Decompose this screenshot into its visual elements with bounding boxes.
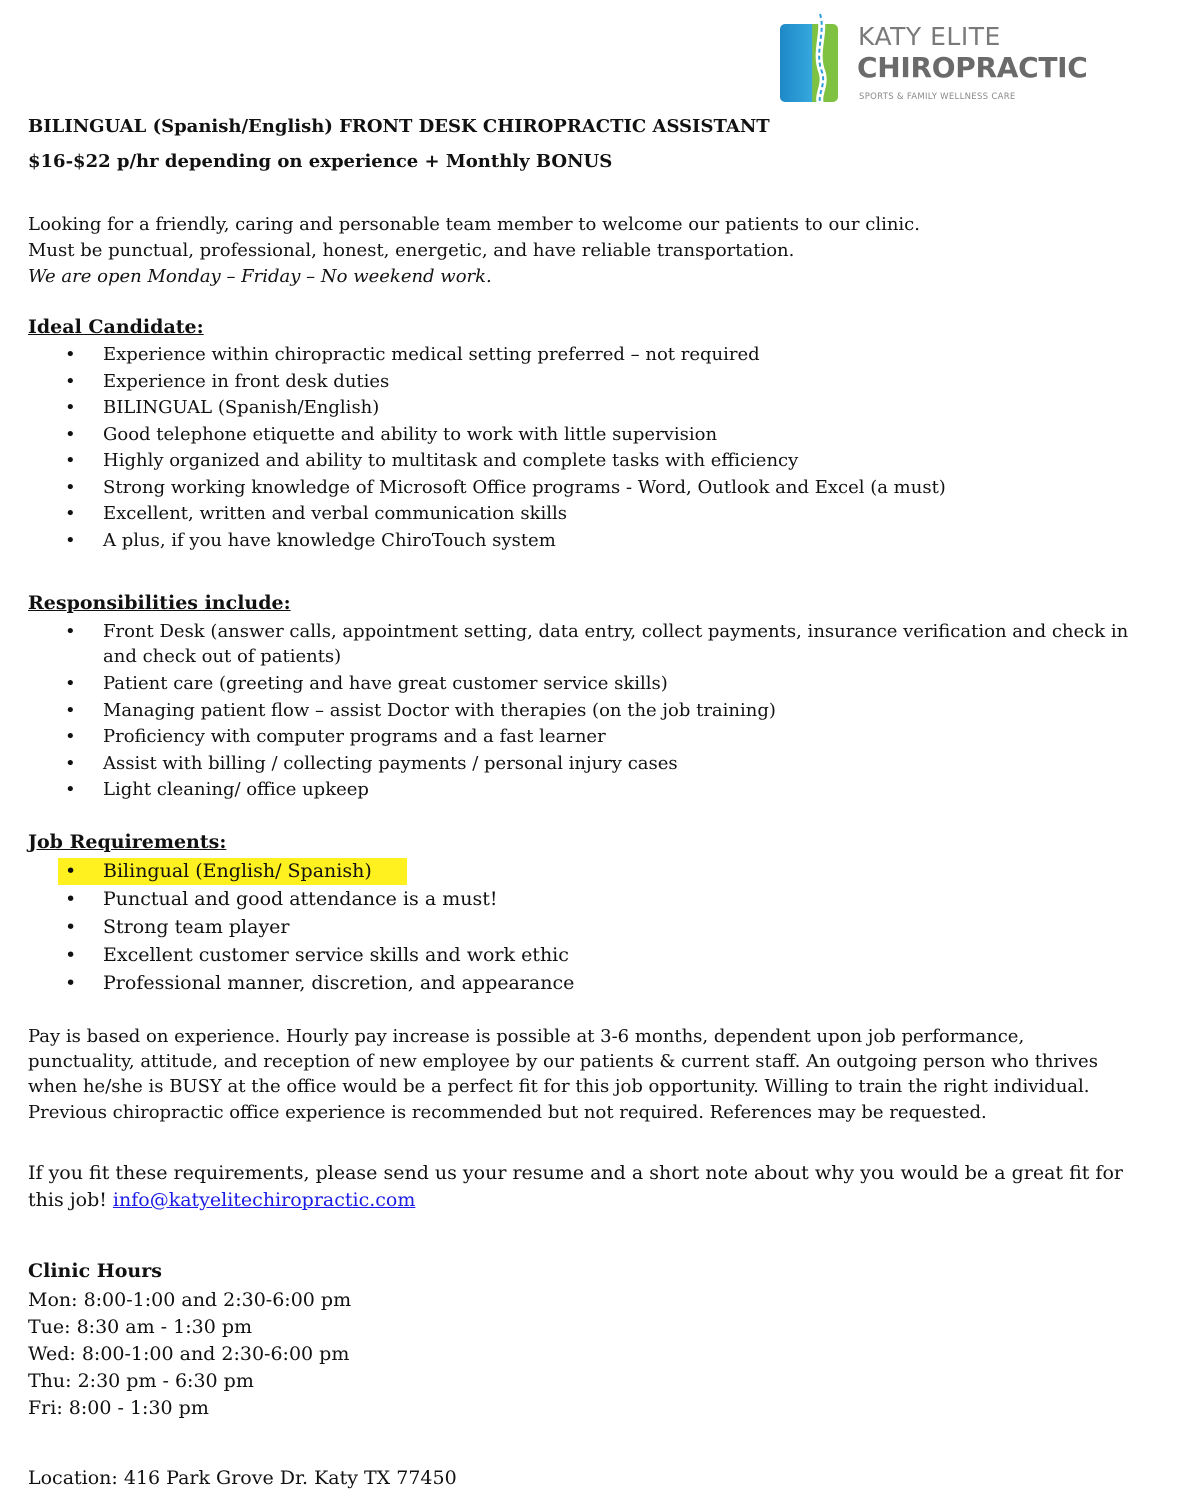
bullet-icon: • bbox=[65, 972, 77, 994]
bullet-icon: • bbox=[65, 860, 77, 882]
spine-icon bbox=[810, 12, 830, 104]
apply-line-1: If you fit these requirements, please send us your resume and a short note about why you would be a great fit for bbox=[28, 1162, 1123, 1184]
hours-row: Fri: 8:00 - 1:30 pm bbox=[28, 1397, 209, 1419]
clinic-hours-list bbox=[28, 1287, 351, 1422]
bullet-icon: • bbox=[65, 673, 76, 694]
pay-paragraph-line-4: Previous chiropractic office experience is recommended but not required. References may be requested. bbox=[28, 1102, 987, 1123]
pay-paragraph-line-2: punctuality, attitude, and reception of new employee by our patients & current staff. An outgoing person who thrives bbox=[28, 1051, 1098, 1072]
list-item: • BILINGUAL (Spanish/English) bbox=[28, 395, 946, 422]
list-item: • Light cleaning/ office upkeep bbox=[28, 777, 1128, 804]
list-item: • Managing patient flow – assist Doctor with therapies (on the job training) bbox=[28, 698, 1128, 725]
list-item: • A plus, if you have knowledge ChiroTouch system bbox=[28, 528, 946, 555]
responsibilities-heading: Responsibilities include: bbox=[28, 592, 291, 614]
list-item: • Strong working knowledge of Microsoft Office programs - Word, Outlook and Excel (a must) bbox=[28, 475, 946, 502]
bullet-icon: • bbox=[65, 888, 77, 910]
list-item: • Excellent customer service skills and work ethic bbox=[28, 941, 574, 969]
list-item: • Highly organized and ability to multitask and complete tasks with efficiency bbox=[28, 448, 946, 475]
email-link[interactable]: info@katyelitechiropractic.com bbox=[112, 1189, 416, 1211]
list-item: • Front Desk (answer calls, appointment setting, data entry, collect payments, insurance verification and check in and check out of patients) bbox=[65, 621, 1129, 667]
bullet-icon: • bbox=[65, 503, 76, 524]
bullet-icon: • bbox=[65, 529, 76, 551]
intro-line-1: Looking for a friendly, caring and personable team member to welcome our patients to our clinic. bbox=[28, 214, 920, 235]
pay-paragraph-line-3: when he/she is BUSY at the office would be a perfect fit for this job opportunity. Willing to train the right individual. bbox=[28, 1076, 1090, 1097]
list-item: • Strong team player bbox=[28, 913, 574, 941]
bullet-icon: • bbox=[65, 423, 76, 445]
list-item: • Punctual and good attendance is a must! bbox=[28, 885, 574, 913]
job-title: BILINGUAL (Spanish/English) FRONT DESK CHIROPRACTIC ASSISTANT bbox=[28, 116, 770, 137]
logo-line1: KATY ELITE bbox=[858, 22, 1001, 51]
logo-line2: CHIROPRACTIC bbox=[857, 51, 1088, 84]
job-requirements-list bbox=[28, 857, 574, 997]
pay-paragraph-line-1: Pay is based on experience. Hourly pay increase is possible at 3-6 months, dependent upon job performance, bbox=[28, 1026, 1025, 1047]
bullet-icon: • bbox=[65, 752, 76, 774]
list-item: • Proficiency with computer programs and a fast learner bbox=[28, 724, 1128, 751]
ideal-candidate-heading: Ideal Candidate: bbox=[28, 316, 204, 338]
list-item: • Patient care (greeting and have great customer service skills) bbox=[28, 671, 1128, 698]
bullet-icon: • bbox=[65, 344, 76, 365]
bullet-icon: • bbox=[65, 779, 76, 800]
bullet-icon: • bbox=[65, 944, 77, 966]
list-item: • Assist with billing / collecting payments / personal injury cases bbox=[28, 751, 1128, 778]
responsibilities-list bbox=[28, 619, 1128, 804]
clinic-hours-heading: Clinic Hours bbox=[28, 1260, 162, 1282]
intro-line-2: Must be punctual, professional, honest, energetic, and have reliable transportation. bbox=[28, 240, 795, 261]
bullet-icon: • bbox=[65, 397, 76, 418]
location: Location: 416 Park Grove Dr. Katy TX 77450 bbox=[28, 1467, 457, 1489]
list-item: • Experience in front desk duties bbox=[28, 369, 946, 396]
hours-row: Tue: 8:30 am - 1:30 pm bbox=[28, 1316, 253, 1338]
hours-row: Wed: 8:00-1:00 and 2:30-6:00 pm bbox=[28, 1343, 350, 1365]
bullet-icon: • bbox=[65, 621, 76, 642]
list-item: • Good telephone etiquette and ability to work with little supervision bbox=[28, 422, 946, 449]
list-item: • Professional manner, discretion, and appearance bbox=[28, 969, 574, 997]
list-item: • Excellent, written and verbal communication skills bbox=[28, 501, 946, 528]
bullet-icon: • bbox=[65, 726, 76, 747]
bullet-icon: • bbox=[65, 450, 76, 471]
bullet-icon: • bbox=[65, 699, 76, 721]
ideal-candidate-list bbox=[28, 342, 946, 554]
hours-row: Thu: 2:30 pm - 6:30 pm bbox=[28, 1370, 254, 1392]
bullet-icon: • bbox=[65, 370, 76, 392]
logo-tagline: SPORTS & FAMILY WELLNESS CARE bbox=[859, 92, 1016, 102]
hours-row: Mon: 8:00-1:00 and 2:30-6:00 pm bbox=[28, 1289, 352, 1311]
list-item: • Experience within chiropractic medical setting preferred – not required bbox=[28, 342, 946, 369]
pay-range: $16-$22 p/hr depending on experience + Monthly BONUS bbox=[28, 151, 613, 172]
bullet-icon: • bbox=[65, 916, 77, 938]
company-logo bbox=[780, 12, 1110, 102]
bullet-icon: • bbox=[65, 476, 76, 498]
list-item-highlighted: • Bilingual (English/ Spanish) bbox=[28, 857, 574, 885]
job-requirements-heading: Job Requirements: bbox=[28, 831, 227, 853]
apply-line-2: this job! info@katyelitechiropractic.com bbox=[28, 1189, 416, 1211]
intro-line-3: We are open Monday – Friday – No weekend work. bbox=[28, 266, 492, 287]
